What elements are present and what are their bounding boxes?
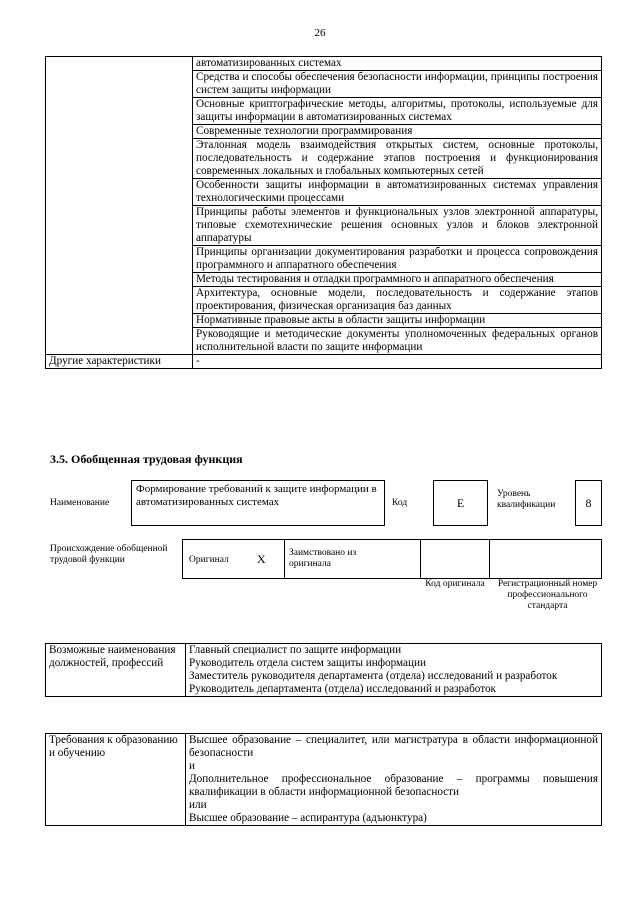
knowledge-item: Средства и способы обеспечения безопасности информации, принципы построения систем защиты информации <box>193 71 602 98</box>
knowledge-item: Архитектура, основные модели, последовательность и содержание этапов проектирования, физическая организация баз данных <box>193 287 602 314</box>
code-label: Код <box>392 498 408 508</box>
knowledge-item: Методы тестирования и отладки программного и аппаратного обеспечения <box>193 273 602 287</box>
knowledge-item: автоматизированных системах <box>193 57 602 71</box>
education-item: или <box>189 799 207 811</box>
borrowed-label: Заимствовано из оригинала <box>289 548 357 569</box>
origin-box <box>182 539 602 579</box>
education-label: Требования к образованию и обучению <box>46 734 186 826</box>
positions-table <box>45 643 602 697</box>
knowledge-table <box>45 56 602 369</box>
positions-label: Возможные наименования должностей, профессий <box>46 644 186 697</box>
knowledge-item: Принципы организации документирования разработки и процесса сопровождения программного и аппаратного обеспечения <box>193 246 602 273</box>
reg-number-caption: Регистрационный номер профессионального стандарта <box>497 579 598 611</box>
origin-code-caption: Код оригинала <box>425 579 485 589</box>
education-item: Высшее образование – специалитет, или магистратура в области информационной безопасности <box>189 734 598 759</box>
other-characteristics-label: Другие характеристики <box>46 355 193 369</box>
name-value: Формирование требований к защите информации в автоматизированных системах <box>136 483 377 508</box>
position-item: Главный специалист по защите информации <box>189 644 402 656</box>
position-item: Руководитель отдела систем защиты информации <box>189 657 426 669</box>
position-item: Заместитель руководителя департамента (отдела) исследований и разработок <box>189 670 558 682</box>
original-mark: X <box>257 552 266 566</box>
knowledge-item: Руководящие и методические документы уполномоченных федеральных органов исполнительной власти по защите информации <box>193 328 602 355</box>
education-item: и <box>189 760 195 772</box>
level-value: 8 <box>575 480 602 526</box>
code-value: E <box>433 480 488 526</box>
page-number: 26 <box>314 27 326 39</box>
knowledge-item: Принципы работы элементов и функциональных узлов электронной аппаратуры, типовые схемотехнические решения основных узлов и блоков электронной аппаратуры <box>193 206 602 246</box>
other-characteristics-value: - <box>193 355 602 369</box>
knowledge-item: Основные криптографические методы, алгоритмы, протоколы, используемые для защиты информации в автоматизированных системах <box>193 98 602 125</box>
positions-values <box>186 644 602 697</box>
knowledge-item: Эталонная модель взаимодействия открытых систем, основные протоколы, последовательность и содержание этапов построения и функционирования современных локальных и глобальных компьютерных сетей <box>193 139 602 179</box>
knowledge-label-cell <box>46 57 193 355</box>
education-values <box>186 734 602 826</box>
section-title: 3.5. Обобщенная трудовая функция <box>50 452 243 466</box>
education-item: Дополнительное профессиональное образование – программы повышения квалификации в области информационной безопасности <box>189 773 598 798</box>
origin-label: Происхождение обобщенной трудовой функции <box>50 544 168 565</box>
knowledge-item: Нормативные правовые акты в области защиты информации <box>193 314 602 328</box>
education-table <box>45 733 602 826</box>
position-item: Руководитель департамента (отдела) исследований и разработок <box>189 683 496 695</box>
knowledge-item: Особенности защиты информации в автоматизированных системах управления технологическими процессами <box>193 179 602 206</box>
original-label: Оригинал <box>189 555 229 565</box>
name-label: Наименование <box>50 498 110 508</box>
level-label: Уровень квалификации <box>497 489 556 510</box>
education-item: Высшее образование – аспирантура (адъюнктура) <box>189 812 427 824</box>
knowledge-item: Современные технологии программирования <box>193 125 602 139</box>
name-value-box <box>131 480 385 526</box>
